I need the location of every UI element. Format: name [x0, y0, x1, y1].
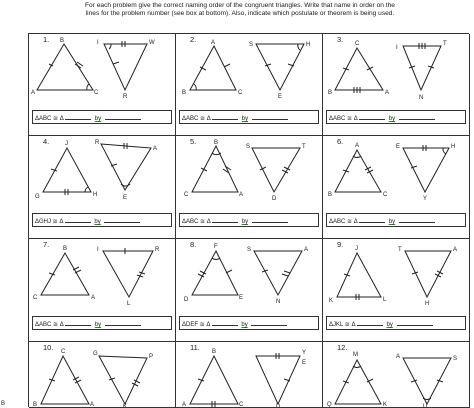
- answer-prefix: ΔABC ≅ Δ: [182, 219, 211, 225]
- vertex-label: J: [65, 141, 68, 147]
- vertex-label: A: [396, 354, 401, 360]
- vertex-label: C: [383, 192, 388, 198]
- vertex-label: B: [328, 90, 333, 96]
- answer-by: by: [386, 322, 393, 328]
- answer-by: by: [241, 116, 249, 122]
- vertex-label: K: [123, 404, 128, 408]
- vertex-label: Y: [302, 350, 307, 356]
- vertex-label: J: [355, 246, 358, 252]
- problem-9: [323, 239, 470, 342]
- vertex-label: S: [453, 356, 458, 362]
- vertex-label: K: [383, 402, 388, 408]
- vertex-label: I: [97, 247, 99, 253]
- answer-prefix: ΔABC ≅ Δ: [35, 322, 64, 328]
- vertex-label: P: [149, 354, 154, 360]
- answer-prefix: ΔGHJ ≅ Δ: [35, 219, 64, 225]
- vertex-label: G: [35, 194, 40, 200]
- vertex-label: C: [355, 41, 360, 47]
- vertex-label: R: [95, 140, 100, 146]
- instructions-line-2: lines for the problem number (see box at bottom). Also, indicate which postulate or theorem is being used.: [85, 10, 395, 18]
- vertex-label: T: [302, 144, 306, 150]
- vertex-label: Y: [423, 196, 428, 202]
- answer-by: by: [388, 116, 396, 122]
- vertex-label: D: [272, 196, 277, 202]
- answer-blank[interactable]: [65, 111, 91, 120]
- answer-box: [326, 316, 466, 330]
- vertex-label: B: [212, 349, 217, 355]
- answer-box: [326, 110, 466, 124]
- triangle-figure: [29, 239, 176, 311]
- vertex-label: G: [93, 351, 98, 357]
- triangle-figure: [29, 136, 176, 208]
- problem-12: [323, 342, 470, 408]
- vertex-label: H: [306, 42, 311, 48]
- reason-blank[interactable]: [399, 111, 435, 120]
- vertex-label: I: [396, 45, 398, 51]
- vertex-label: A: [153, 146, 158, 152]
- problem-number: 8.: [190, 240, 197, 249]
- triangle-figure: [323, 136, 470, 208]
- vertex-label: B: [60, 38, 65, 44]
- answer-box: [179, 316, 319, 330]
- answer-blank[interactable]: [65, 317, 91, 326]
- vertex-label: H: [425, 301, 430, 307]
- problem-number: 3.: [337, 35, 344, 44]
- vertex-label: E: [396, 144, 401, 150]
- problem-6: [323, 136, 470, 239]
- vertex-label: L: [127, 301, 131, 307]
- problem-number: 10.: [43, 343, 54, 352]
- answer-blank[interactable]: [212, 317, 238, 326]
- vertex-label: C: [61, 349, 66, 355]
- edge-mark: B: [1, 401, 6, 407]
- answer-box: [32, 110, 172, 124]
- vertex-label: S: [246, 144, 251, 150]
- triangle-figure: [323, 34, 470, 104]
- vertex-label: B: [182, 90, 187, 96]
- vertex-label: R: [123, 94, 128, 100]
- reason-blank[interactable]: [251, 317, 287, 326]
- vertex-label: C: [239, 402, 244, 408]
- reason-blank[interactable]: [252, 111, 288, 120]
- answer-by: by: [94, 219, 101, 225]
- vertex-label: H: [451, 144, 456, 150]
- answer-prefix: ΔABC ≅ Δ: [329, 116, 358, 122]
- vertex-label: U: [423, 404, 428, 408]
- vertex-label: B: [328, 192, 333, 198]
- vertex-label: C: [33, 295, 38, 301]
- vertex-label: A: [355, 143, 360, 149]
- vertex-label: A: [304, 247, 309, 253]
- vertex-label: W: [149, 40, 155, 46]
- vertex-label: E: [302, 360, 307, 366]
- problem-3: [323, 34, 470, 136]
- problem-8: [176, 239, 323, 342]
- reason-blank[interactable]: [399, 214, 435, 223]
- triangle-figure: [323, 239, 470, 311]
- problem-grid: [28, 33, 469, 407]
- problem-number: 6.: [337, 137, 344, 146]
- vertex-label: N: [276, 299, 281, 305]
- reason-blank[interactable]: [252, 214, 288, 223]
- reason-blank[interactable]: [104, 214, 140, 223]
- triangle-figure: [29, 34, 176, 104]
- vertex-label: N: [419, 95, 424, 101]
- answer-blank[interactable]: [357, 317, 383, 326]
- problem-7: [29, 239, 176, 342]
- problem-number: 4.: [43, 137, 50, 146]
- vertex-label: A: [31, 90, 36, 96]
- vertex-label: R: [155, 247, 160, 253]
- answer-box: [32, 213, 172, 227]
- vertex-label: T: [398, 247, 402, 253]
- answer-blank[interactable]: [212, 111, 238, 120]
- vertex-label: S: [247, 247, 252, 253]
- vertex-label: L: [383, 297, 387, 303]
- answer-by: by: [94, 116, 102, 122]
- vertex-label: T: [443, 41, 447, 47]
- answer-box: [32, 316, 172, 330]
- problem-number: 1.: [43, 35, 50, 44]
- vertex-label: E: [239, 295, 244, 301]
- vertex-label: F: [214, 244, 218, 250]
- problem-number: 2.: [190, 35, 197, 44]
- vertex-label: C: [94, 90, 99, 96]
- vertex-label: B: [214, 140, 219, 146]
- answer-prefix: ΔABC ≅ Δ: [182, 116, 211, 122]
- vertex-label: D: [276, 404, 281, 408]
- vertex-label: B: [63, 246, 68, 252]
- triangle-figure: [29, 342, 176, 408]
- answer-box: [179, 110, 319, 124]
- problem-number: 5.: [190, 137, 197, 146]
- answer-blank[interactable]: [212, 214, 238, 223]
- vertex-label: A: [182, 402, 187, 408]
- vertex-label: M: [353, 352, 358, 358]
- vertex-label: C: [184, 192, 189, 198]
- problem-4: [29, 136, 176, 239]
- problem-number: 7.: [43, 240, 50, 249]
- vertex-label: C: [238, 90, 243, 96]
- vertex-label: A: [90, 402, 95, 408]
- vertex-label: B: [33, 402, 38, 408]
- triangle-figure: [176, 239, 323, 311]
- answer-blank[interactable]: [65, 214, 91, 223]
- vertex-label: K: [329, 298, 334, 304]
- answer-by: by: [241, 322, 248, 328]
- answer-by: by: [388, 219, 396, 225]
- answer-by: by: [94, 322, 102, 328]
- answer-box: [326, 213, 466, 227]
- instructions-line-1: For each problem give the correct naming order of the congruent triangles. Write that name in order on the: [85, 2, 395, 9]
- answer-prefix: ΔJKL ≅ Δ: [329, 322, 356, 328]
- problem-number: 11.: [190, 343, 200, 352]
- problem-5: [176, 136, 323, 239]
- answer-blank[interactable]: [359, 214, 385, 223]
- triangle-figure: [176, 342, 323, 408]
- instructions: [20, 2, 460, 18]
- answer-prefix: ΔABC ≅ Δ: [329, 219, 358, 225]
- vertex-label: A: [211, 40, 216, 46]
- vertex-label: A: [91, 295, 96, 301]
- problem-1: [29, 34, 176, 136]
- problem-11: [176, 342, 323, 408]
- vertex-label: A: [453, 247, 458, 253]
- vertex-label: A: [239, 192, 244, 198]
- answer-prefix: ΔDEF ≅ Δ: [182, 322, 211, 328]
- problem-2: [176, 34, 323, 136]
- reason-blank[interactable]: [105, 111, 141, 120]
- answer-blank[interactable]: [359, 111, 385, 120]
- vertex-label: D: [184, 297, 189, 303]
- triangle-figure: [176, 34, 323, 104]
- answer-prefix: ΔABC ≅ Δ: [35, 116, 64, 122]
- triangle-figure: [323, 342, 470, 408]
- vertex-label: E: [123, 195, 128, 201]
- reason-blank[interactable]: [397, 317, 433, 326]
- problem-number: 9.: [337, 240, 344, 249]
- vertex-label: S: [249, 42, 254, 48]
- triangle-figure: [176, 136, 323, 208]
- answer-box: [179, 213, 319, 227]
- reason-blank[interactable]: [105, 317, 141, 326]
- vertex-label: Q: [327, 402, 332, 408]
- problem-number: 12.: [337, 343, 348, 352]
- problem-10: [29, 342, 176, 408]
- vertex-label: A: [385, 90, 390, 96]
- vertex-label: H: [93, 192, 98, 198]
- vertex-label: I: [97, 40, 99, 46]
- answer-by: by: [241, 219, 249, 225]
- vertex-label: E: [278, 94, 283, 100]
